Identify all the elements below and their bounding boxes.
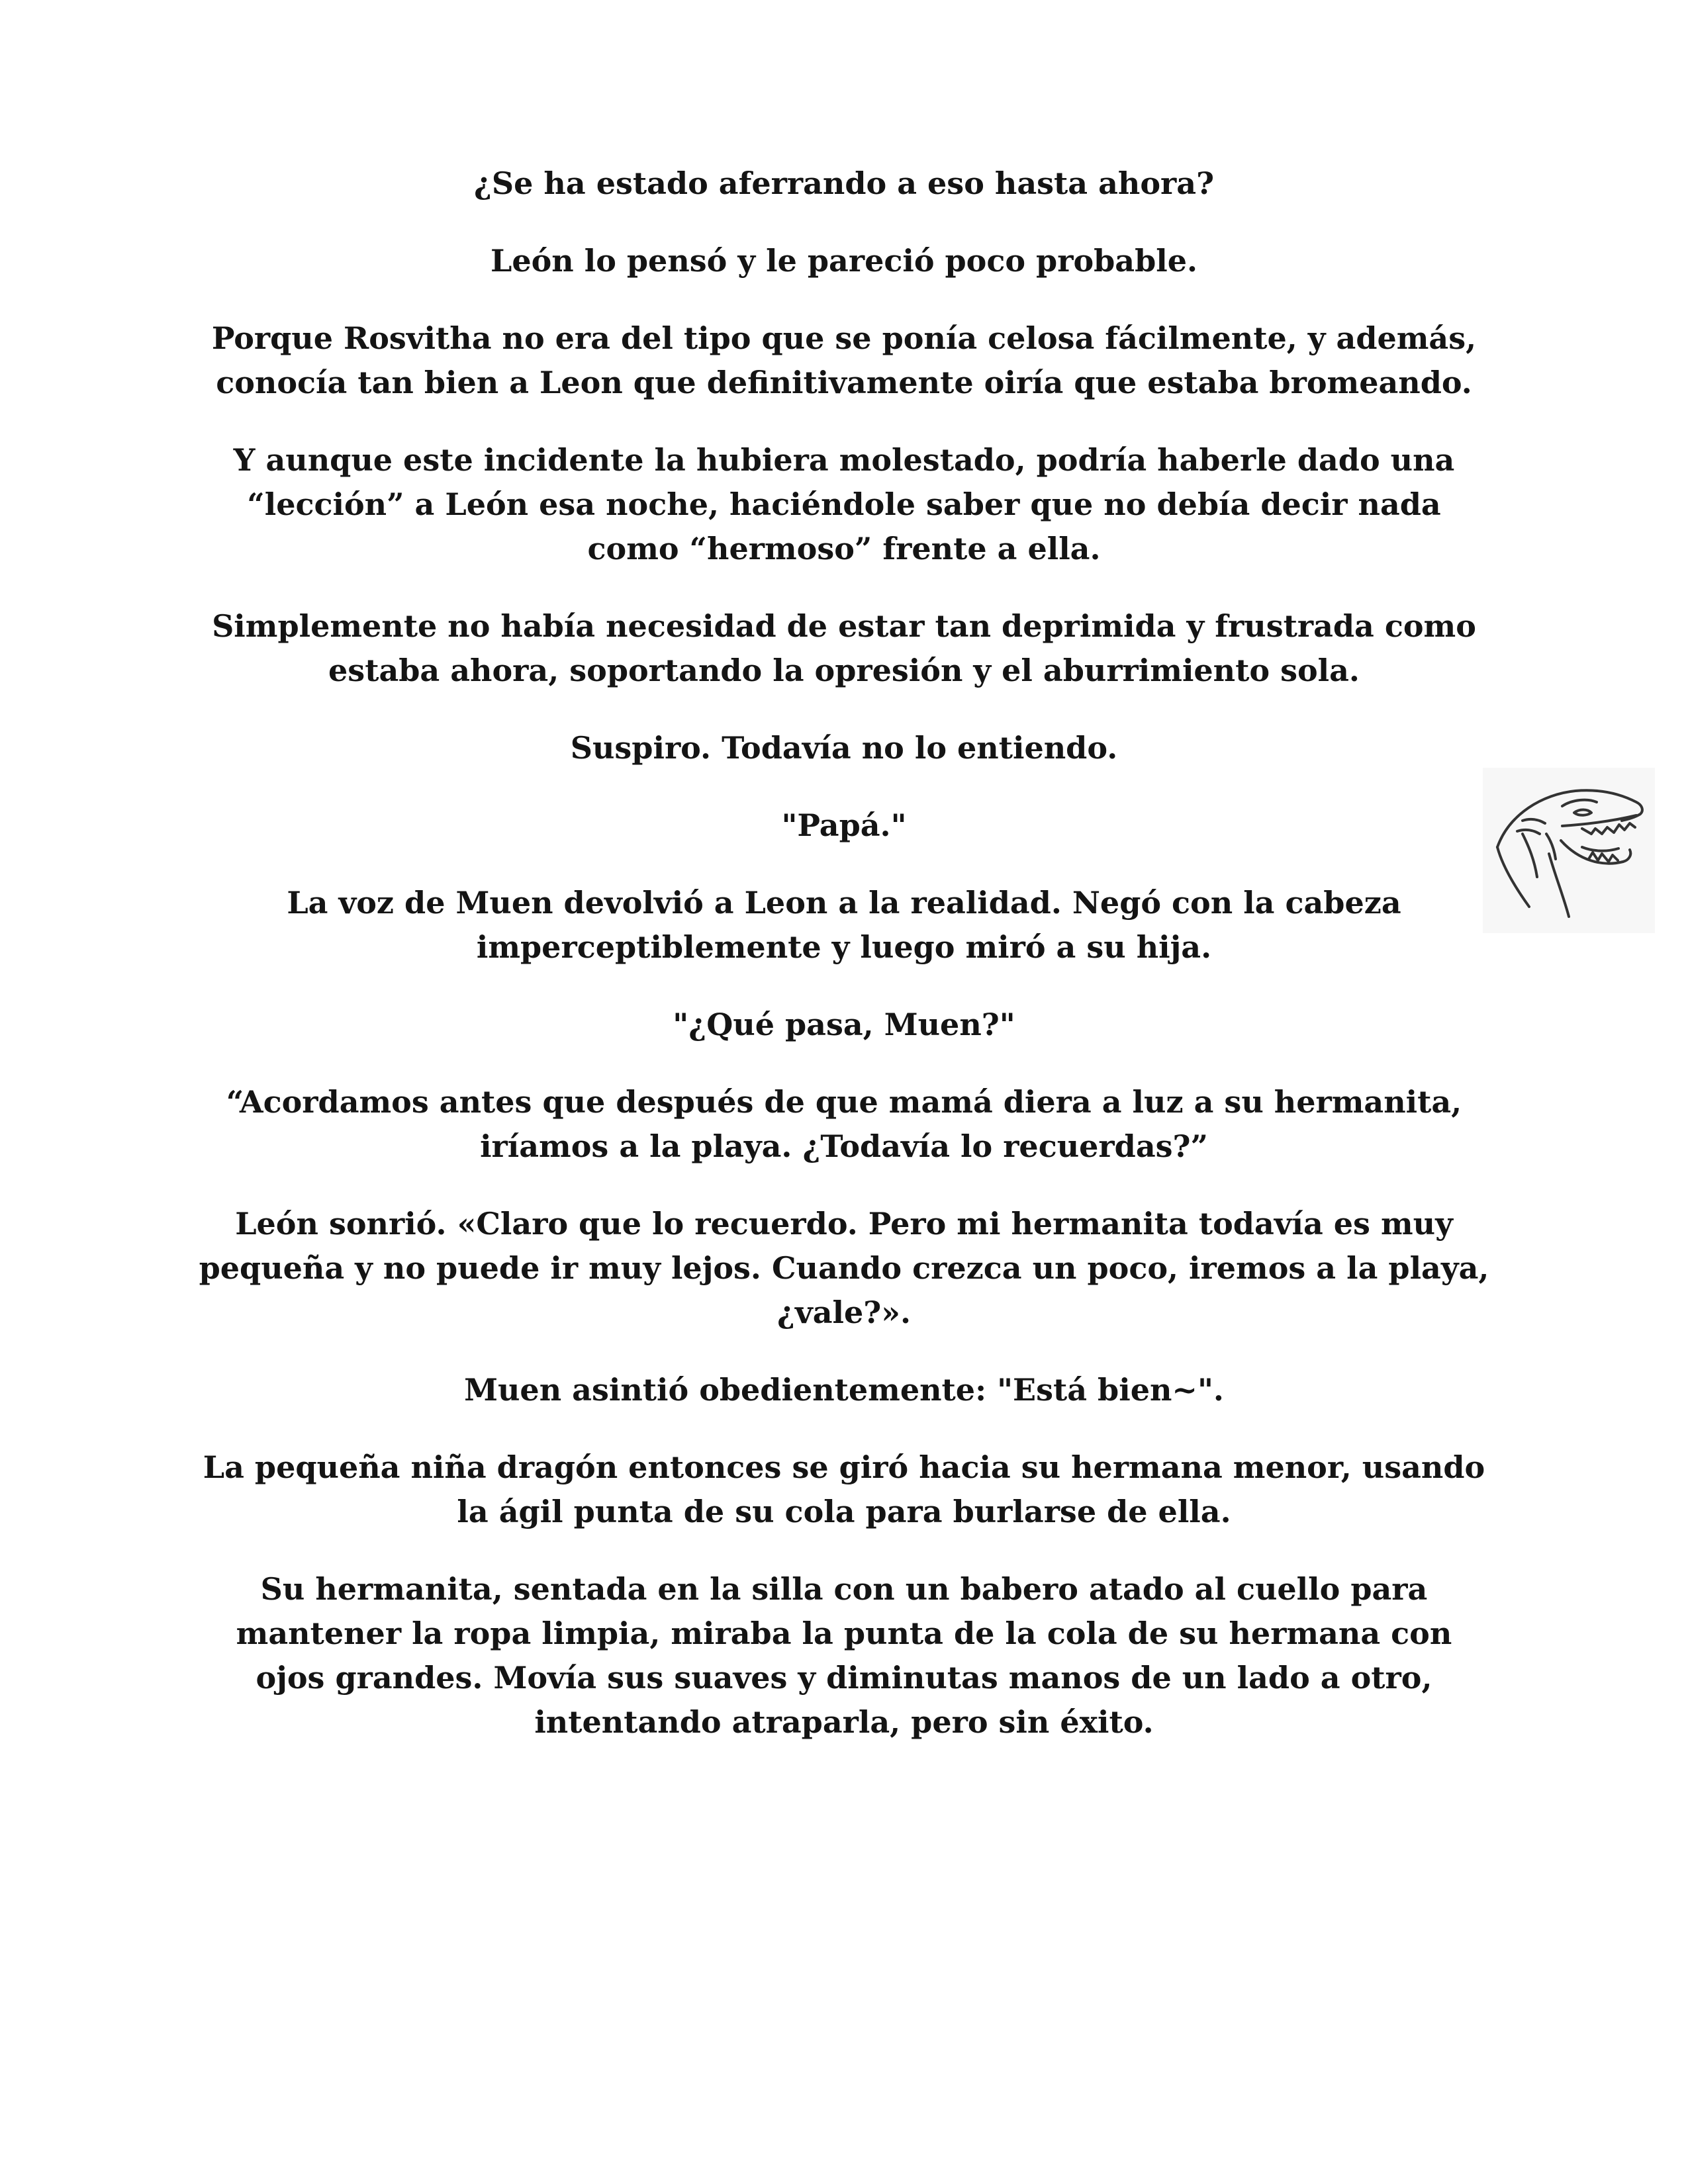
paragraph: Simplemente no había necesidad de estar tan deprimida y frustrada como estaba ahora, soportando la opresión y el aburrimiento sola.	[212, 608, 1476, 688]
paragraph: “Acordamos antes que después de que mamá diera a luz a su hermanita, iríamos a la playa. ¿Todavía lo recuerdas?”	[226, 1084, 1462, 1164]
paragraph: Su hermanita, sentada en la silla con un babero atado al cuello para mantener la ropa limpia, miraba la punta de la cola de su hermana con ojos grandes. Movía sus suaves y diminutas manos de un lado a otro, intentando atraparla, pero sin éxito.	[236, 1571, 1452, 1740]
paragraph: "Papá."	[781, 807, 907, 843]
paragraph: La voz de Muen devolvió a Leon a la realidad. Negó con la cabeza imperceptiblemente y luego miró a su hija.	[287, 885, 1401, 965]
paragraph: "¿Qué pasa, Muen?"	[673, 1007, 1015, 1042]
paragraph: La pequeña niña dragón entonces se giró hacia su hermana menor, usando la ágil punta de su cola para burlarse de ella.	[203, 1449, 1485, 1529]
paragraph: Y aunque este incidente la hubiera molestado, podría haberle dado una “lección” a León esa noche, haciéndole saber que no debía decir nada como “hermoso” frente a ella.	[233, 442, 1455, 567]
paragraph: Muen asintió obedientemente: "Está bien~".	[464, 1372, 1224, 1408]
document-body	[199, 161, 1489, 1778]
paragraph: León lo pensó y le pareció poco probable.	[490, 243, 1198, 279]
paragraph: León sonrió. «Claro que lo recuerdo. Pero mi hermanita todavía es muy pequeña y no puede ir muy lejos. Cuando crezca un poco, iremos a la playa, ¿vale?».	[199, 1206, 1489, 1330]
paragraph: Suspiro. Todavía no lo entiendo.	[570, 730, 1118, 766]
paragraph: ¿Se ha estado aferrando a eso hasta ahora?	[473, 165, 1215, 201]
paragraph: Porque Rosvitha no era del tipo que se ponía celosa fácilmente, y además, conocía tan bien a Leon que definitivamente oiría que estaba bromeando.	[211, 320, 1477, 400]
dinosaur-head-sketch-icon	[1483, 768, 1655, 933]
